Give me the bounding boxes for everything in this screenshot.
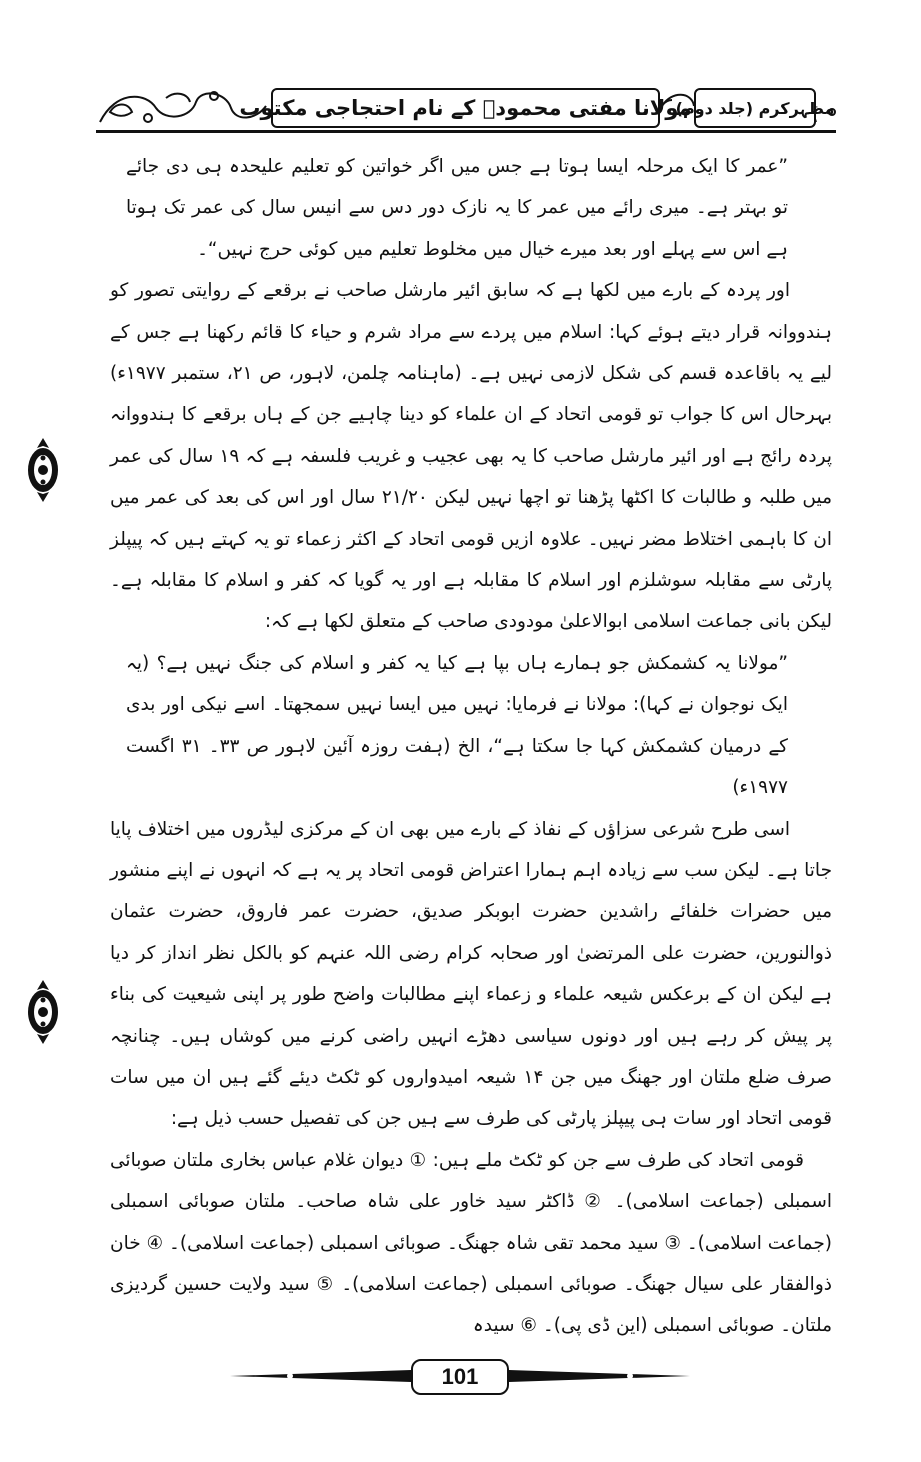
paragraph-candidates: قومی اتحاد کی طرف سے جن کو ٹکٹ ملے ہیں: ① دیوان غلام عباس بخاری ملتان صوبائی اسمبلی (جماعت اسلامی)۔ ② ڈاکٹر سید خاور علی شاہ صاحب۔ ملتان صوبائی اسمبلی (جماعت اسلامی)۔ ③ سید محمد تقی شاہ جھنگ۔ صوبائی اسمبلی (جماعت اسلامی)۔ ④ خان ذوالفقار علی سیال جھنگ۔ صوبائی اسمبلی (جماعت اسلامی)۔ ⑤ سید ولایت حسین گردیزی ملتان۔ صوبائی اسمبلی (این ڈی پی)۔ ⑥ سیدہ: [110, 1149, 832, 1337]
running-header: [96, 82, 836, 134]
chapter-title: مولانا مفتی محمودؒ کے نام احتجاجی مکتوب: [239, 96, 692, 120]
page-number-frame: [411, 1359, 509, 1395]
header-title-frame: [239, 88, 692, 128]
page-footer: [230, 1356, 690, 1396]
paragraph-objection: اسی طرح شرعی سزاؤں کے نفاذ کے بارے میں بھی ان کے مرکزی لیڈروں میں اختلاف پایا جاتا ہے۔ لیکن سب سے زیادہ اہم ہمارا اعتراض قومی اتحاد پر یہ ہے کہ انہوں نے اپنے منشور میں حضرات خلفائے راشدین حضرت ابوبکر صدیق، حضرت عمر فاروق، حضرت عثمان ذوالنورین، حضرت علی المرتضیٰ اور صحابہ کرام رضی اللہ عنہم کو بالکل نظر انداز کر دیا ہے لیکن ان کے برعکس شیعہ علماء و زعماء اپنے مطالبات واضح طور پر اپنی شیعیت کی بناء پر پیش کر رہے ہیں اور دونوں سیاسی دھڑے انہیں راضی کرنے میں کوشاں ہیں۔ چنانچہ صرف ضلع ملتان اور جھنگ میں جن ۱۴ شیعہ امیدواروں کو ٹکٹ دیئے گئے ہیں ان میں سات قومی اتحاد اور سات ہی پیپلز پارٹی کی طرف سے ہیں جن کی تفصیل حسب ذیل ہے:: [110, 818, 833, 1130]
page-number: 101: [441, 1364, 479, 1389]
side-ornament-icon: [24, 436, 62, 504]
header-book-frame: [675, 88, 835, 128]
header-rule: [96, 130, 836, 133]
quote-maududi: ”مولانا یہ کشمکش جو ہمارے ہاں بپا ہے کیا یہ کفر و اسلام کی جنگ نہیں ہے؟ (یہ ایک نوجوان نے کہا): مولانا نے فرمایا: نہیں میں ایسا نہیں سمجھتا۔ اسے نیکی اور بدی کے درمیان کشمکش کہا جا سکتا ہے“، الخ (ہفت روزہ آئین لاہور ص ۳۳۔ ۳۱ اگست ۱۹۷۷ء): [126, 652, 788, 799]
main-text: [110, 146, 832, 1347]
quote-coeducation: ”عمر کا ایک مرحلہ ایسا ہوتا ہے جس میں اگر خواتین کو تعلیم علیحدہ ہی دی جائے تو بہتر ہے۔ میری رائے میں عمر کا یہ نازک دور دس سے انیس سال کی عمر تک ہوتا ہے اس سے پہلے اور بعد میرے خیال میں مخلوط تعلیم میں کوئی حرج نہیں“۔: [126, 156, 788, 260]
side-ornament-icon: [24, 978, 62, 1046]
paragraph-purdah: اور پردہ کے بارے میں لکھا ہے کہ سابق ائیر مارشل صاحب نے برقعے کے روایتی تصور کو ہندووانہ قرار دیتے ہوئے کہا: اسلام میں پردے سے مراد شرم و حیاء کا قائم رکھنا ہے جس کے لیے یہ باقاعدہ قسم کی شکل لازمی نہیں ہے۔ (ماہنامہ چلمن، لاہور، ص ۲۱، ستمبر ۱۹۷۷ء) بہرحال اس کا جواب تو قومی اتحاد کے ان علماء کو دینا چاہیے جن کے ہاں برقعے کا ہندووانہ پردہ رائج ہے اور ائیر مارشل صاحب کا یہ بھی عجیب و غریب فلسفہ ہے کہ ۱۹ سال کی عمر میں طلبہ و طالبات کا اکٹھا پڑھنا تو اچھا نہیں لیکن ۲۱/۲۰ سال اور اس کی بعد کی عمر میں ان کا باہمی اختلاط مضر نہیں۔ علاوہ ازیں قومی اتحاد کے اکثر زعماء تو یہ کہتے ہیں کہ پیپلز پارٹی سے مقابلہ سوشلزم اور اسلام کا مقابلہ ہے اور یہ گویا کہ کفر و اسلام کا مقابلہ ہے۔ لیکن بانی جماعت اسلامی ابوالاعلیٰ مودودی صاحب کے متعلق لکھا ہے کہ:: [110, 280, 833, 633]
book-title: مظہرکرم (جلد دوم): [675, 98, 835, 118]
